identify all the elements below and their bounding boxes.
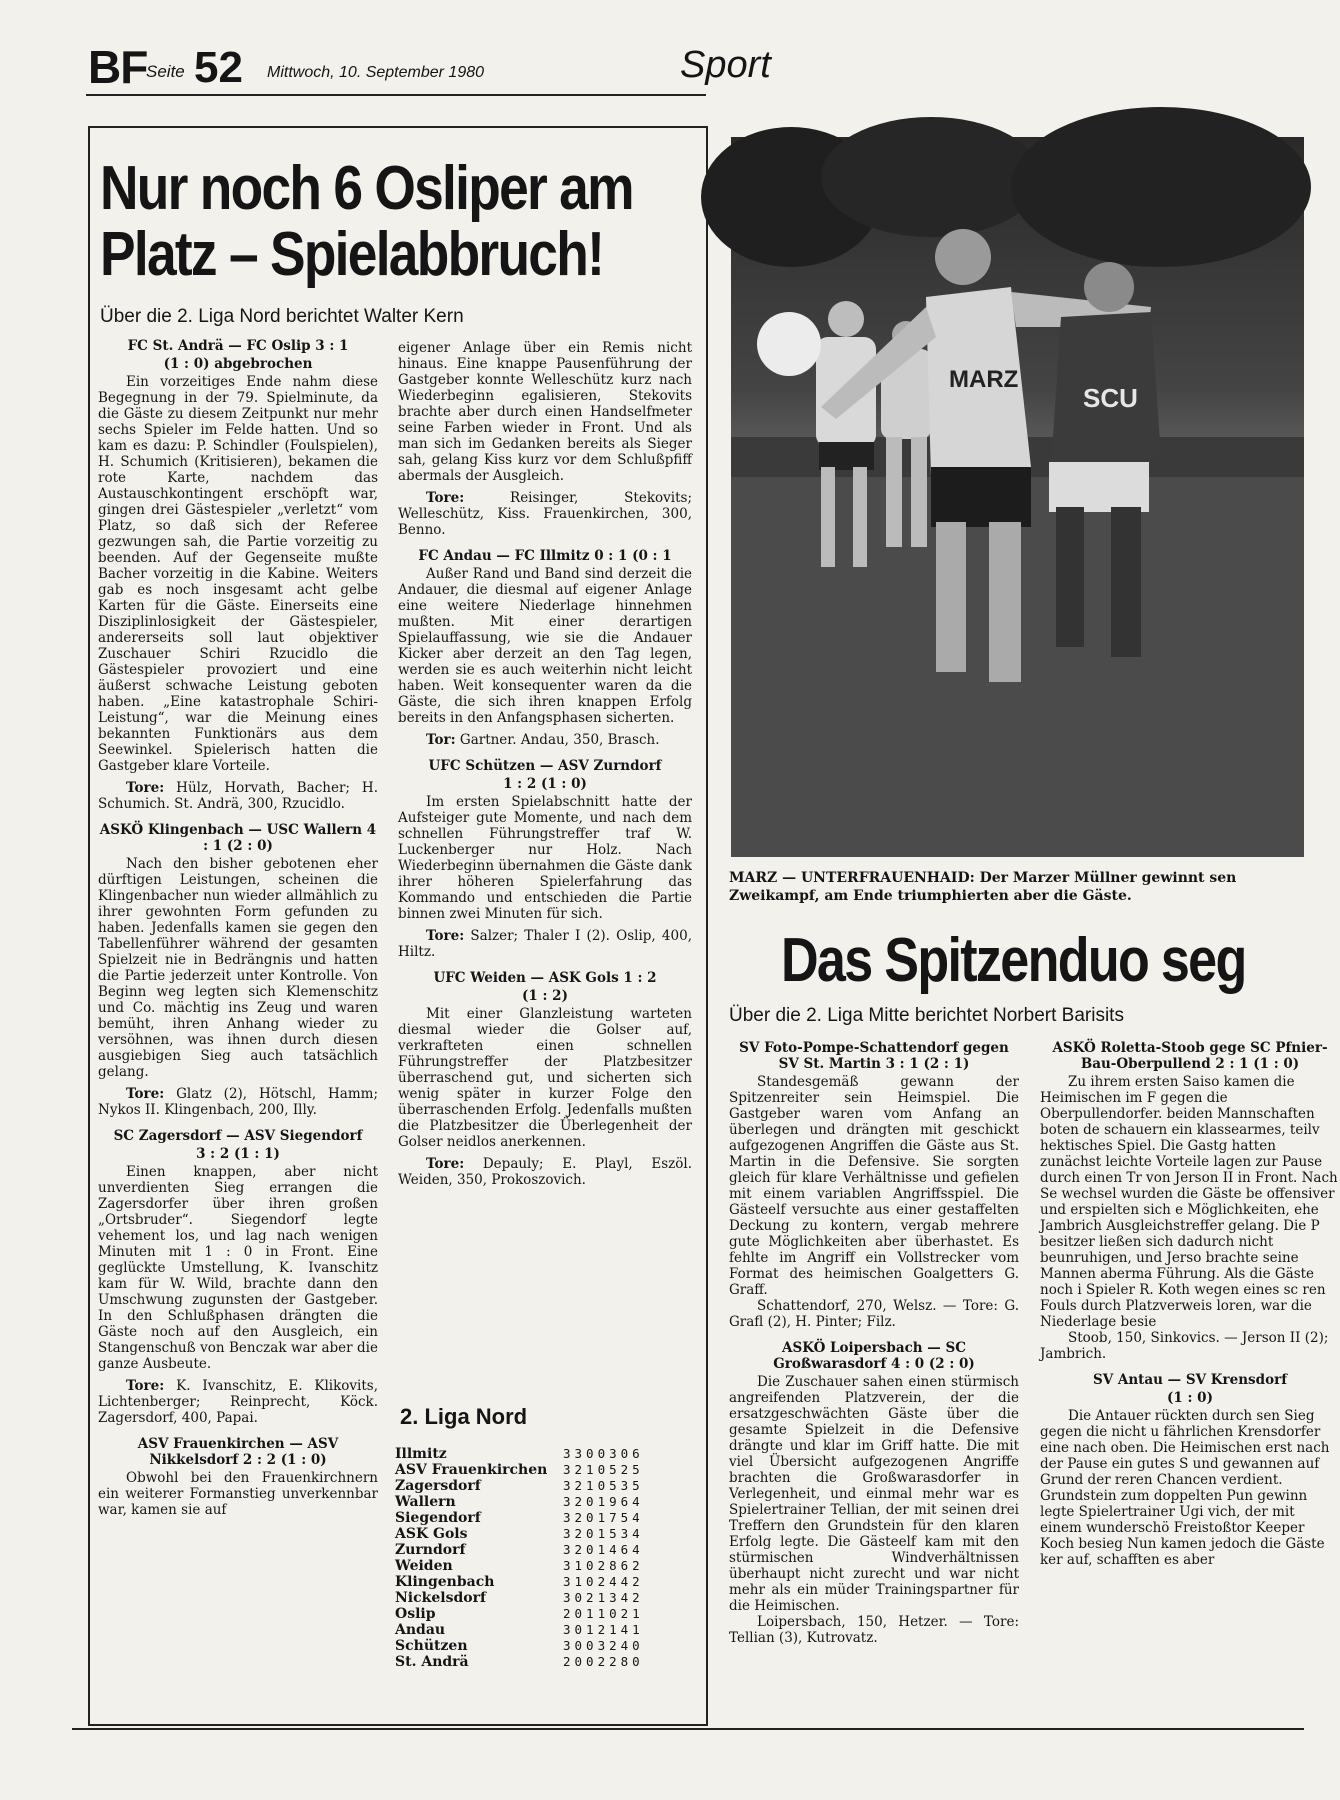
standings-figures: 3102862 — [563, 1558, 644, 1573]
ball — [757, 312, 821, 376]
masthead-rule — [86, 94, 706, 96]
match-report: Ein vorzeitiges Ende nahm diese Begegnung in der 79. Spielminute, da die Gäste zu diesem Zeitpunkt nur mehr sechs Spieler im Felde hatten. Und so kam es dazu: P. Schindler (Foulspielen), H. Schumich (Kritisieren), bekamen die rote Karte, nachdem das Austauschkontingent erschöpft war, gingen drei Gästespieler „verletzt“ vom Platz, so daß sich der Referee gezwungen sah, die Partie vorzeitig zu beenden. Auf der Gegenseite mußte Bacher vorzeitig in die Kabine. Weiters gab es noch insgesamt acht gelbe Karten für die Gäste. Einerseits eine Disziplinlosigkeit der Gästespieler, andererseits soll laut objektiver Zuschauer Schiri Rzucidlo die Gästespieler provoziert und eine äußerst schwache Leistung geboten haben. „Eine katastrophale Schiri-Leistung“, war die Meinung eines bekannten Funktionärs aus dem Seewinkel. Spielerisch hatten die Gastgeber klare Vorteile. — [98, 374, 378, 774]
goals-line: Loipersbach, 150, Hetzer. — Tore: Tellian (3), Kutrovatz. — [729, 1614, 1019, 1646]
article1-byline: Über die 2. Liga Nord berichtet Walter Kern — [100, 306, 464, 327]
match-heading: FC St. Andrä — FC Oslip 3 : 1 — [127, 338, 349, 354]
standings-team: Illmitz — [395, 1446, 447, 1462]
section-title: Sport — [680, 44, 771, 86]
match-heading: FC Andau — FC Illmitz 0 : 1 (0 : 1 — [418, 548, 672, 564]
standings-team: Andau — [395, 1622, 446, 1638]
standings-row — [395, 1606, 644, 1622]
standings-row — [395, 1558, 644, 1574]
standings-team: Nickelsdorf — [395, 1590, 486, 1606]
match-heading: SC Zagersdorf — ASV Siegendorf — [113, 1128, 363, 1144]
standings-figures: 3201754 — [563, 1510, 644, 1525]
goals-text: Hülz, Horvath, Bacher; H. Schumich. St. Andrä, 300, Rzucidlo. — [98, 780, 378, 812]
article2-column-a — [729, 1040, 1019, 1646]
goals-label: Tore: — [126, 780, 165, 796]
match-report: Zu ihrem ersten Saiso kamen die Heimischen im F gegen die Oberpullendorfer. beiden Mannschaften boten de schauern ein klassearmes, teilv hektisches Spiel. Die Gastg hatten zunächst leichte Vorteile lagen zur Pause durch einen Tr von Jerson II in Front. Nach Se wechsel wurden die Gäste be offensiver und erspielten sich e Möglichkeiten, ehe Jambrich Ausgleichstreffer gelang. Die P besitzer ließen sich dadurch nicht beunruhigen, und Jerso brachte seine Mannen aberma Führung. Als die Gäste noch i Spieler R. Koth wegen eines sc ren Fouls durch Platzverweis loren, war die Niederlage besie — [1040, 1074, 1338, 1330]
goals-label: Tore: — [126, 1378, 165, 1394]
shirt-text-marz: MARZ — [949, 366, 1019, 393]
standings-team: Schützen — [395, 1638, 468, 1654]
standings-row — [395, 1446, 644, 1462]
match-report: Im ersten Spielabschnitt hatte der Aufsteiger gute Momente, und nach dem schnellen Führungstreffer traf W. Luckenberger nur Holz. Nach Wiederbeginn übernahmen die Gäste dank ihrer höheren Spielerfahrung das Kommando und entschieden die Partie binnen zwei Minuten für sich. — [398, 794, 692, 922]
standings-figures: 2011021 — [563, 1606, 644, 1621]
goals-line — [98, 1378, 378, 1426]
match-heading: UFC Weiden — ASK Gols 1 : 2 — [433, 970, 657, 986]
goals-line — [398, 490, 692, 538]
standings-figures: 3201964 — [563, 1494, 644, 1509]
photo-illustration — [731, 137, 1304, 857]
article2-byline: Über die 2. Liga Mitte berichtet Norbert Barisits — [729, 1005, 1124, 1026]
article2-column-b — [1040, 1040, 1340, 1568]
match-report: Die Antauer rückten durch sen Sieg gegen die nicht u fährlichen Krensdorfer eine nach oben. Die Heimischen erst nach der Pause ein gutes S und gewannen auf Grund der reren Chancen verdient. Grundstein zum doppelten Pun gewinn legte Spielertrainer Ugi vich, der mit einem wunderschö Freistoßtor Keeper Koch besieg Nun kamen jedoch die Gäste ker auf, schafften es aber — [1040, 1408, 1330, 1568]
shirt-text-scu: SCU — [1083, 383, 1138, 413]
standings-figures: 3012141 — [563, 1622, 644, 1637]
standings-team: Wallern — [395, 1494, 456, 1510]
standings-row — [395, 1478, 644, 1494]
page-number: 52 — [194, 43, 243, 92]
standings-row — [395, 1462, 644, 1478]
paper-logo: BF — [88, 41, 148, 93]
match-heading: ASKÖ Roletta-Stoob gege SC Pfnier-Bau-Oberpullend 2 : 1 (1 : 0) — [1052, 1040, 1328, 1072]
goals-line — [98, 1086, 378, 1118]
goals-line: Schattendorf, 270, Welsz. — Tore: G. Grafl (2), H. Pinter; Filz. — [729, 1298, 1019, 1330]
standings-table — [395, 1446, 644, 1670]
article2-headline: Das Spitzenduo seg — [781, 926, 1246, 995]
goals-text: Reisinger, Stekovits; Welleschütz, Kiss. Frauenkirchen, 300, Benno. — [398, 490, 692, 538]
match-report: Mit einer Glanzleistung warteten diesmal wieder die Golser auf, verkrafteten einen schnellen Führungstreffer der Platzbesitzer überraschend gut, und sicherten sich wenig später in kurzer Folge den überraschenden Erfolg. Jedenfalls mußten die Platzbesitzer die Überlegenheit der Golser neidlos anerkennen. — [398, 1006, 692, 1150]
standings-figures: 3210525 — [563, 1462, 644, 1477]
match-heading: SV Foto-Pompe-Schattendorf gegen SV St. Martin 3 : 1 (2 : 1) — [739, 1040, 1009, 1072]
goals-line — [398, 928, 692, 960]
standings-figures: 3210535 — [563, 1478, 644, 1493]
goals-line: Stoob, 150, Sinkovics. — Jerson II (2); Jambrich. — [1040, 1330, 1329, 1362]
standings-team: Zagersdorf — [395, 1478, 481, 1494]
match-result: (1 : 0) — [1167, 1390, 1213, 1406]
article1-headline — [100, 154, 633, 289]
match-report: Einen knappen, aber nicht unverdienten Sieg errangen die Zagersdorfer über ihren großen „Ortsbruder“. Siegendorf legte vehement los, und lag nach wenigen Minuten mit 1 : 0 in Front. Eine geglückte Umstellung, K. Ivanschitz kam für W. Wild, brachte dann den Umschwung zugunsten der Gastgeber. In den Schlußphasen drängten die Gäste noch auf den Ausgleich, ein Stangenschuß von Benczak war aber die ganze Ausbeute. — [98, 1164, 378, 1372]
match-photo — [731, 137, 1304, 857]
goals-text: Glatz (2), Hötschl, Hamm; Nykos II. Klingenbach, 200, Illy. — [98, 1086, 378, 1118]
match-result: (1 : 0) abgebrochen — [163, 356, 313, 372]
page-prefix: Seite — [146, 62, 185, 81]
standings-figures: 3003240 — [563, 1638, 644, 1653]
standings-figures: 3201534 — [563, 1526, 644, 1541]
goals-label: Tore: — [426, 490, 465, 506]
standings-figures: 3021342 — [563, 1590, 644, 1605]
match-result: (1 : 2) — [522, 988, 568, 1004]
article2-column-b-clip — [1040, 1040, 1338, 1730]
goals-text: Salzer; Thaler I (2). Oslip, 400, Hiltz. — [398, 928, 692, 960]
match-heading: SV Antau — SV Krensdorf — [1092, 1372, 1288, 1388]
standings-row — [395, 1638, 644, 1654]
headline-line-2: Platz – Spielabbruch! — [100, 220, 604, 289]
match-report: Die Zuschauer sahen einen stürmisch angreifenden Platzverein, der die ersatzgeschwächten Gäste über die gesamte Spielzeit in die Defensive drängte und klar im Griff hatte. Die mit viel Übersicht aufgezogenen Angriffe brachten die Großwarasdorfer in Verlegenheit, und einmal mehr war es Spielertrainer Tellian, der mit seinen drei Treffern den Grundstein für den klaren Erfolg legte. Die Gästeelf kam mit den stürmischen Windverhältnissen überhaupt nicht zurecht und war nicht mehr als ein müder Trainingspartner für die Heimischen. — [729, 1374, 1019, 1614]
match-report: Außer Rand und Band sind derzeit die Andauer, die diesmal auf eigener Anlage eine weitere Niederlage hinnehmen mußten. Mit einer derartigen Spielauffassung, wie sie die Andauer Kicker aber derzeit an den Tag legen, werden sie es auch weiterhin nicht leicht haben. Weit konsequenter waren da die Gäste, die sich ihren knappen Erfolg bereits in den Anfangsphasen sicherten. — [398, 566, 692, 726]
standings-figures: 3201464 — [563, 1542, 644, 1557]
goals-text: K. Ivanschitz, E. Klikovits, Lichtenberger; Reinprecht, Köck. Zagersdorf, 400, Papai. — [98, 1378, 379, 1426]
match-report: eigener Anlage über ein Remis nicht hinaus. Eine knappe Pausenführung der Gastgeber konnte Welleschütz kurz nach Wiederbeginn egalisieren, Stekovits brachte aber durch einen Handselfmeter seine Farben wieder in Front. Und als man sich im Gedanken bereits als Sieger sah, gelang Kiss kurz vor dem Schlußpfiff abermals der Ausgleich. — [398, 340, 692, 484]
goals-label: Tore: — [126, 1086, 165, 1102]
standings-row — [395, 1654, 644, 1670]
photo-caption: MARZ — UNTERFRAUENHAID: Der Marzer Müllner gewinnt sen Zweikampf, am Ende triumphierten aber die Gäste. — [729, 870, 1237, 904]
issue-date: Mittwoch, 10. September 1980 — [267, 64, 485, 81]
standings-row — [395, 1590, 644, 1606]
article1-column-2 — [398, 340, 692, 1188]
goals-line — [398, 1156, 692, 1188]
standings-team: Zurndorf — [395, 1542, 466, 1558]
match-heading: ASKÖ Klingenbach — USC Wallern 4 : 1 (2 : 0) — [99, 822, 377, 854]
standings-team: ASK Gols — [395, 1526, 468, 1542]
match-result: 3 : 2 (1 : 1) — [196, 1146, 280, 1162]
standings-row — [395, 1494, 644, 1510]
standings-team: St. Andrä — [395, 1654, 469, 1670]
match-report: Standesgemäß gewann der Spitzenreiter sein Heimspiel. Die Gastgeber waren vom Anfang an überlegen und drängten mit geschickt aufgezogenen Angriffen die Gäste aus St. Martin in die Defensive. Sie sorgten gleich für klare Verhältnisse und gefielen mit einem variablen Angriffsspiel. Die Gästeelf versuchte aus einer gestaffelten Deckung zu kontern, vergab mehrere gute Möglichkeiten aber überhastet. Es fehlte im Angriff ein Vollstrecker vom Format des heimischen Goalgetters G. Graff. — [729, 1074, 1019, 1298]
standings-figures: 2002280 — [563, 1654, 644, 1669]
goals-label: Tor: — [426, 732, 456, 748]
standings-team: Weiden — [395, 1558, 453, 1574]
match-report: Obwohl bei den Frauenkirchnern ein weiterer Formanstieg unverkennbar war, kamen sie auf — [98, 1470, 378, 1518]
standings-team: Siegendorf — [395, 1510, 481, 1526]
match-heading: UFC Schützen — ASV Zurndorf — [428, 758, 662, 774]
standings-row — [395, 1574, 644, 1590]
match-result: 1 : 2 (1 : 0) — [503, 776, 587, 792]
standings-row — [395, 1526, 644, 1542]
match-heading: ASKÖ Loipersbach — SC Großwarasdorf 4 : 0 (2 : 0) — [773, 1340, 975, 1372]
standings-row — [395, 1542, 644, 1558]
goals-text: Gartner. Andau, 350, Brasch. — [459, 732, 660, 748]
standings-team: Oslip — [395, 1606, 436, 1622]
match-heading: ASV Frauenkirchen — ASV Nikkelsdorf 2 : 2 (1 : 0) — [137, 1436, 339, 1468]
standings-row — [395, 1510, 644, 1526]
headline-line-1: Nur noch 6 Osliper am — [100, 154, 633, 223]
standings-team: Klingenbach — [395, 1574, 495, 1590]
article1-column-1 — [98, 338, 378, 1518]
goals-label: Tore: — [426, 1156, 465, 1172]
goals-label: Tore: — [426, 928, 465, 944]
standings-figures: 3102442 — [563, 1574, 644, 1589]
match-report: Nach den bisher gebotenen eher dürftigen Leistungen, scheinen die Klingenbacher nun wieder allmählich zu ihrer gewohnten Form gefunden zu haben. Jedenfalls kamen sie gegen den Tabellenführer während der gesamten Spielzeit nie in Bedrängnis und hatten die Partie jederzeit unter Kontrolle. Von Beginn weg legten sich Klemenschitz und Co. mächtig ins Zeug und waren bemüht, ihren Anhang wieder zu versöhnen, was ihnen durch diesen ausgiebigen Sieg auch tatsächlich gelang. — [98, 856, 378, 1080]
bottom-rule — [72, 1728, 1304, 1730]
standings-figures: 3300306 — [563, 1446, 644, 1461]
goals-line — [398, 732, 692, 748]
standings-row — [395, 1622, 644, 1638]
goals-line — [98, 780, 378, 812]
standings-title: 2. Liga Nord — [400, 1404, 528, 1429]
standings-team: ASV Frauenkirchen — [395, 1462, 548, 1478]
goals-text: Depauly; E. Playl, Eszöl. Weiden, 350, Prokoszovich. — [398, 1156, 693, 1188]
